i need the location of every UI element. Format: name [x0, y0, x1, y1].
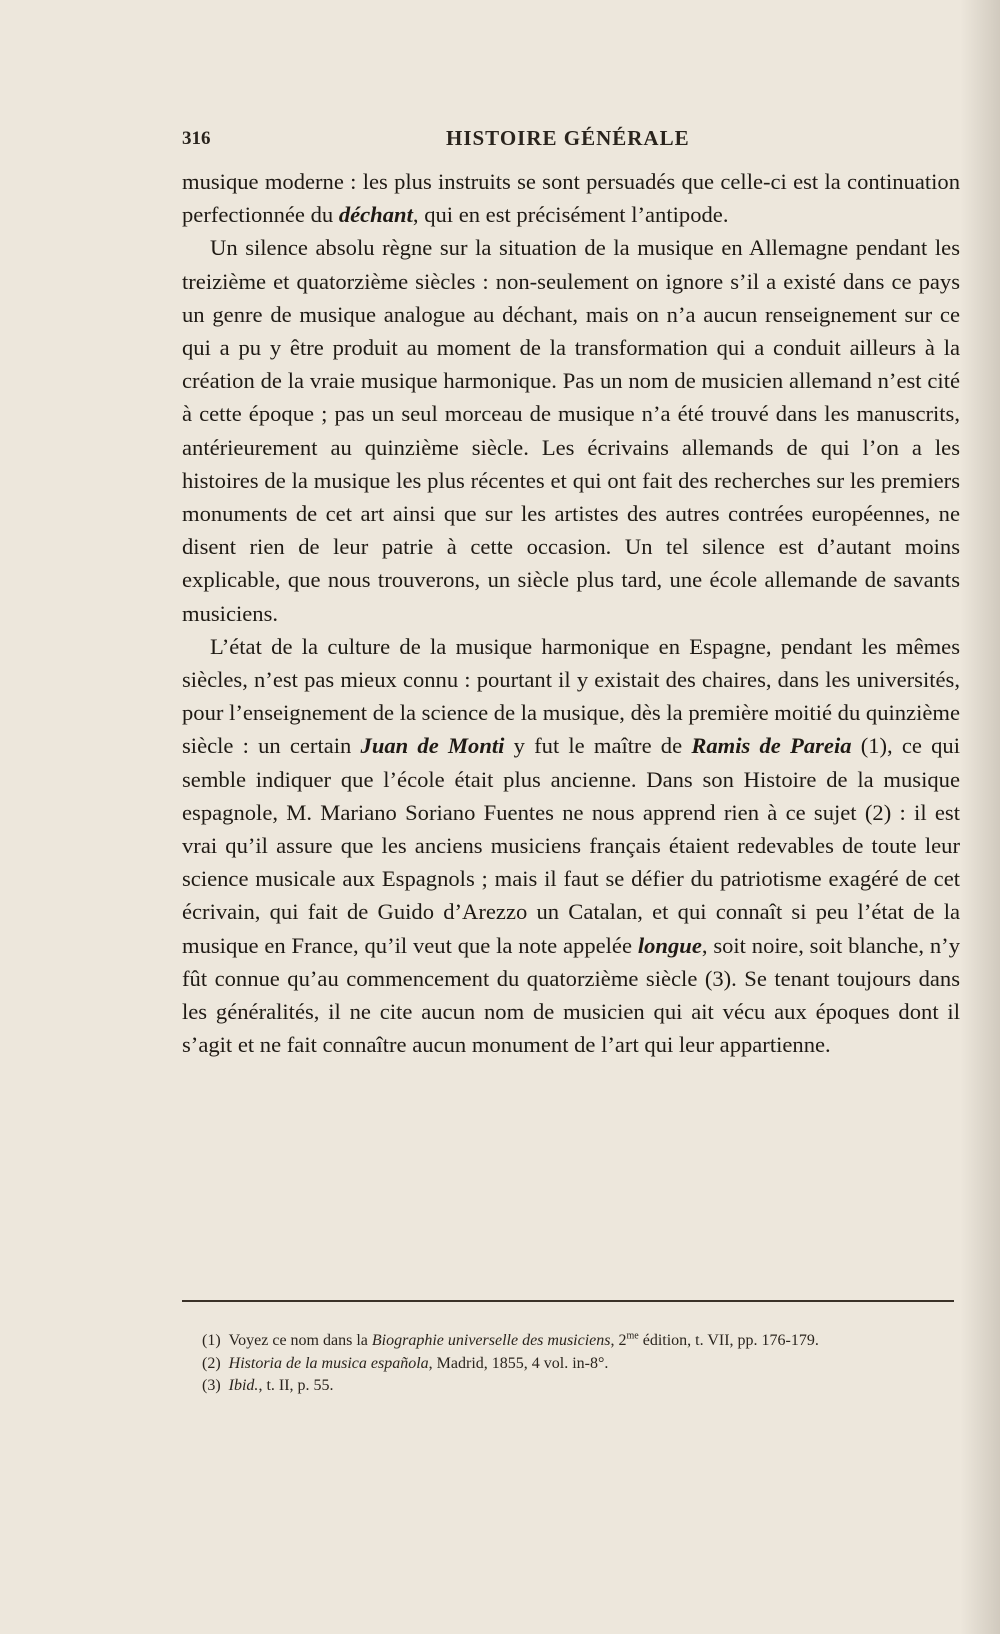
text-run: édition, t. VII, pp. 176-179.: [638, 1332, 819, 1349]
text-run: , qui en est précisément l’antipode.: [412, 202, 729, 228]
italic-text: déchant: [338, 202, 413, 228]
text-run: , t. II, p. 55.: [258, 1377, 334, 1394]
footnote-mark: (2): [202, 1354, 221, 1372]
footnote: [182, 1375, 960, 1398]
text-run: , Madrid, 1855, 4 vol. in-8°.: [428, 1354, 609, 1372]
text-run: , soit noire, soit blanche, n’y fût connue qu’au commencement du quatorzième siècle (3). Se tenant toujours dans les généralités, il ne cite aucun nom de musicien qui ait vécu aux époques dont il s’agit et ne fait connaître aucun monument de l’art qui leur appartienne.: [182, 932, 960, 1058]
italic-text: Juan de Monti: [360, 733, 505, 759]
text-run: musique moderne : les plus instruits se sont persuadés que celle-ci est la continuation perfectionnée du: [182, 169, 960, 228]
text-run: , 2: [610, 1332, 627, 1349]
footnote: [182, 1330, 960, 1353]
running-title: HISTOIRE GÉNÉRALE: [446, 126, 690, 150]
text-run: Un silence absolu règne sur la situation de la musique en Allemagne pendant les treizième et quatorzième siècles : non-seulement on ignore s’il a existé dans ce pays un genre de musique analogue au déchant, mais on n’a aucun renseignement sur ce qui a pu y être produit au moment de la transformation qui a conduit ailleurs à la création de la vraie musique harmonique. Pas un nom de musicien allemand n’est cité à cette époque ; pas un seul morceau de musique n’a été trouvé dans les manuscrits, antérieurement au quinzième siècle. Les écrivains allemands de qui l’on a les histoires de la musique les plus récentes et qui ont fait des recherches sur les premiers monuments de cet art ainsi que sur les artistes des autres contrées européennes, ne disent rien de leur patrie à cette occasion. Un tel silence est d’autant moins explicable, que nous trouverons, un siècle plus tard, une école allemande de savants musiciens.: [182, 235, 960, 626]
footnote-mark: (1): [202, 1332, 221, 1349]
superscript: me: [626, 1330, 639, 1342]
footnote-mark: (3): [202, 1377, 221, 1394]
paragraph: [182, 630, 960, 1062]
text-run: y fut le maître de: [504, 733, 692, 759]
text-run: Voyez ce nom dans la: [228, 1332, 372, 1349]
footnote-rule: [182, 1300, 954, 1302]
italic-text: longue: [637, 932, 702, 958]
footnote: [182, 1353, 960, 1376]
italic-text: Ramis de Pareia: [691, 733, 852, 759]
italic-text: Biographie universelle des musiciens: [371, 1332, 611, 1349]
page-number: 316: [182, 128, 211, 149]
italic-text: Ibid.: [228, 1377, 259, 1394]
text-run: L’état de la culture de la musique harmonique en Espagne, pendant les mêmes siècles, n’est pas mieux connu : pourtant il y existait des chaires, dans les universités, pour l’enseignement de la science de la musique, dès la première moitié du quinzième siècle : un certain: [182, 633, 960, 759]
text-run: (1), ce qui semble indiquer que l’école était plus ancienne. Dans son Histoire de la musique espagnole, M. Mariano Soriano Fuentes ne nous apprend rien à ce sujet (2) : il est vrai qu’il assure que les anciens musiciens français étaient redevables de toute leur science musicale aux Espagnols ; mais il faut se défier du patriotisme exagéré de cet écrivain, qui fait de Guido d’Arezzo un Catalan, et qui connaît si peu l’état de la musique en France, qu’il veut que la note appelée: [182, 733, 960, 958]
footnotes: [182, 1330, 960, 1398]
paragraph: [182, 165, 960, 231]
running-head: [182, 124, 960, 160]
paragraph: [182, 231, 960, 629]
body-text: [182, 165, 960, 1061]
italic-text: Historia de la musica española: [228, 1354, 429, 1372]
